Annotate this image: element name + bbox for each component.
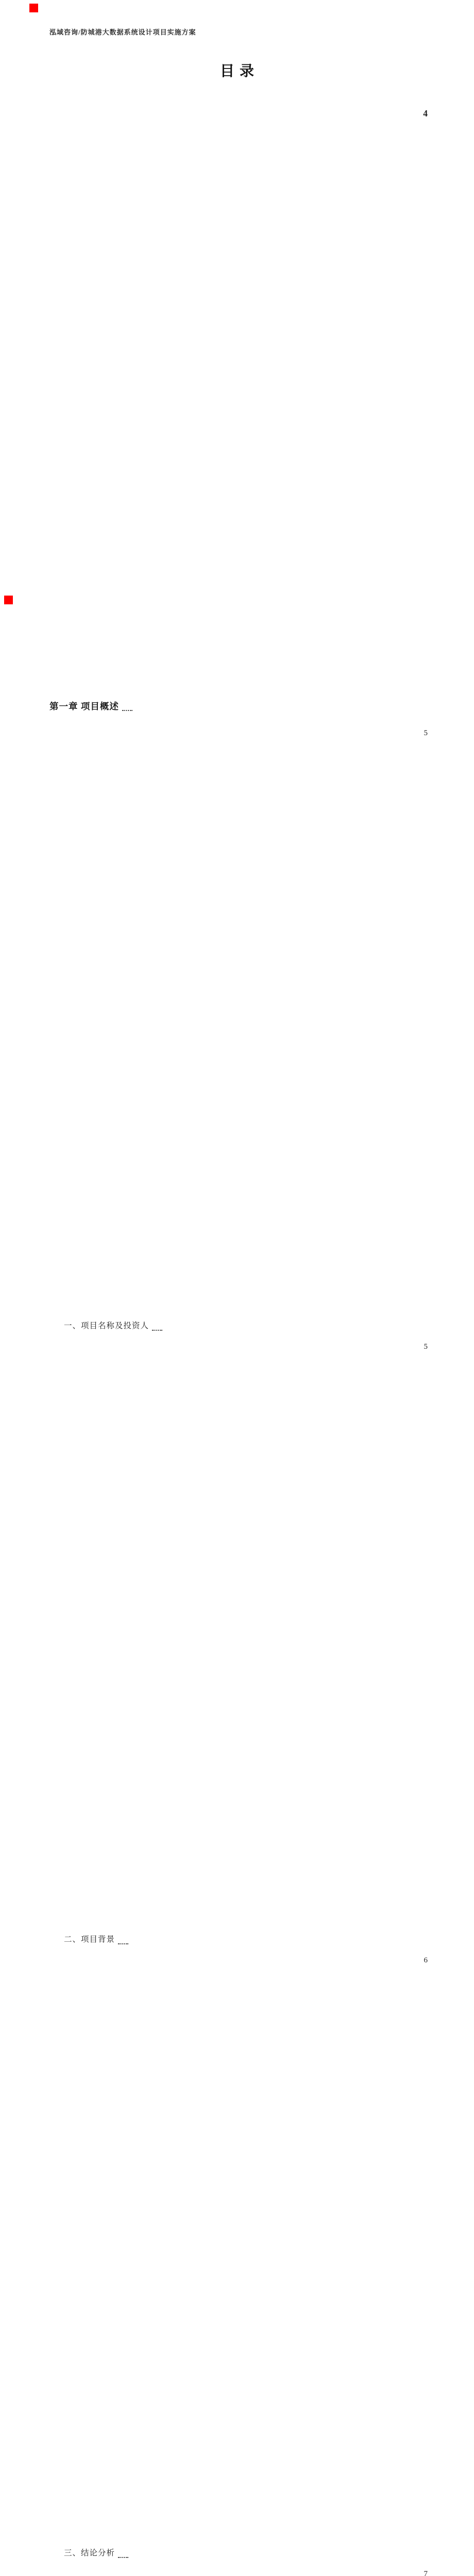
- toc-item-entry[interactable]: [64, 1950, 428, 2564]
- toc-dot-leader: [118, 2557, 128, 2558]
- toc-page-number: 7: [156, 2564, 428, 2576]
- toc-page-number: 5: [164, 723, 428, 1336]
- toc-dot-leader: [122, 710, 132, 711]
- toc-item-entry[interactable]: [64, 1336, 428, 1950]
- toc-page-number: 4: [134, 103, 428, 717]
- toc-page-number: 5: [130, 1336, 428, 1950]
- toc-chapter-entry[interactable]: [49, 103, 428, 717]
- toc-entry-label: 一、项目名称及投资人: [64, 1321, 149, 1330]
- table-of-contents: [49, 94, 428, 2576]
- toc-dot-leader: [118, 1943, 128, 1944]
- document-header: 泓域咨询/防城港大数据系统设计项目实施方案: [49, 28, 196, 36]
- toc-item-entry[interactable]: [64, 723, 428, 1336]
- red-corner-marker-bottom: [4, 596, 13, 604]
- toc-entry-label: 三、结论分析: [64, 2549, 115, 2557]
- toc-entry-label: 二、项目背景: [64, 1935, 115, 1944]
- toc-dot-leader: [152, 1330, 162, 1331]
- toc-item-entry[interactable]: [64, 2564, 428, 2576]
- page-title: 目录: [219, 63, 259, 79]
- toc-entry-label: 第一章 项目概述: [49, 701, 119, 711]
- red-corner-marker-top: [29, 4, 38, 12]
- toc-page-number: 6: [130, 1950, 428, 2564]
